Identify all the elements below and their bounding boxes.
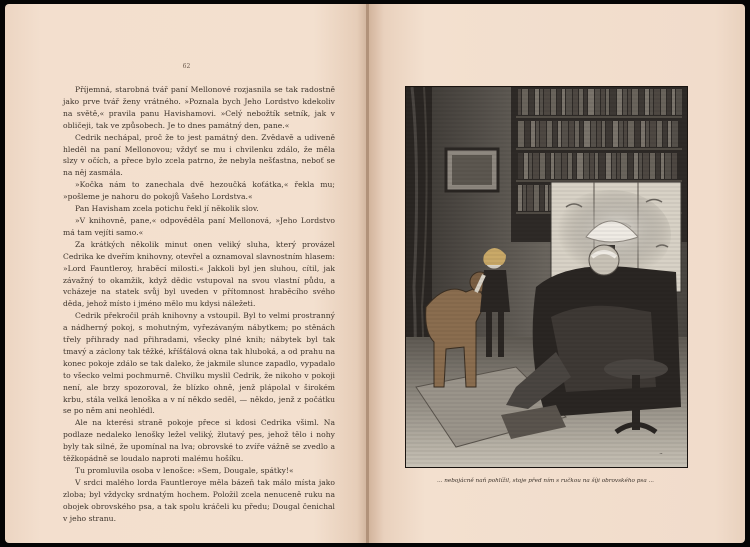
paragraph: »Kočka nám to zanechala dvě hezoučká koťátka,« řekla mu; »pošleme je nahoru do pokojů Vašeho Lordstva.« — [63, 180, 335, 202]
page-number: 62 — [182, 63, 191, 70]
paragraph: Pan Havisham zcela potichu řekl jí několik slov. — [75, 204, 259, 214]
svg-text:~: ~ — [659, 451, 663, 456]
earl-head — [589, 245, 619, 275]
illustration-engraving — [405, 86, 688, 468]
illustration-caption: ... nebojácně naň pohlížil, stoje před ním s ručkou na šíji obrovského psa ... — [437, 478, 654, 484]
left-page — [5, 4, 368, 543]
paragraph: Za krátkých několik minut onen veliký sluha, který provázel Cedrika ke dveřím knihovny, otevřel a oznamoval slavnostním hlasem: »Lord Fauntleroy, hraběcí milosti.« Jakkoli byl jen sluhou, cítil, jak závažný to okamžik, když dědic vstupoval na svou vlastní půdu, a vcházeje na statek svůj byl uveden v přítomnost hraběcího svého děda, jehož místo i jméno mělo mu kdysi náležeti. — [63, 239, 335, 309]
paragraph: Cedrik překročil práh knihovny a vstoupil. Byl to velmi prostranný a nádherný pokoj, s mohutným, vyřezávaným nábytkem; po stěnách třely přihrady nad přihradami, všecky plné knih; nábytek byl tak tmavý a záclony tak těžké, kříšťálová okna tak hluboká, a od prahu na konec pokoje zdálo se tak daleko, že jakmile slunce zapadlo, vypadalo to všecko velmi pochmurně. Chvilku myslil Cedrik, že nikoho v pokoji není, ale brzy spozoroval, že blízko ohně, jenž plápolal v širokém krbu, stála velká lenoška a v ní někdo seděl, — někdo, jenž z počátku se po něm ani neohlédl. — [63, 311, 335, 416]
paragraph: Příjemná, starobná tvář paní Mellonové rozjasnila se tak radostně jako prve tvář ženy vrátného. »Poznala bych Jeho Lordstvo kdekoliv na světě,« pravila panu Havishamovi. »Celý nebožtík setník, jak v obličeji, tak ve způsobech. Je to dnes památný den, pane.« — [63, 85, 335, 130]
paragraph: Ale na kterési straně pokoje přece si kdosi Cedrika všiml. Na podlaze nedaleko lenošky ležel veliký, žlutavý pes, jehož tělo i nohy byly tak silné, že upomínal na lva; obrovské to zvíře vážně se zvedlo a těžkopádně se loudalo naproti malému hošíku. — [63, 418, 335, 464]
engraving-svg — [406, 87, 687, 467]
paragraph: Cedrik nechápal, proč že to jest památný den. Zvědavě a udiveně hleděl na paní Mellonovou; vždyť se mu i chvilenku zdálo, že měla slzy v očích, a přece bylo zcela patrno, že nebyla nešťastna, neboť se na něj zasmála. — [63, 132, 335, 178]
paragraph: »V knihovně, pane,« odpověděla paní Mellonová, »Jeho Lordstvo má tam vejíti samo.« — [63, 215, 335, 237]
paragraph: Tu promluvila osoba v lenošce: »Sem, Dougale, spátky!« — [75, 466, 294, 475]
paragraph: V srdci malého lorda Fauntleroye měla bázeň tak málo místa jako zloba; byl vždycky srdnatým hochem. Položil zcela nenuceně ruku na obojek obrovského psa, a tak spolu kráčeli ku předu; Dougal čenichal v jeho stranu. — [63, 477, 335, 523]
body-text — [63, 84, 335, 525]
